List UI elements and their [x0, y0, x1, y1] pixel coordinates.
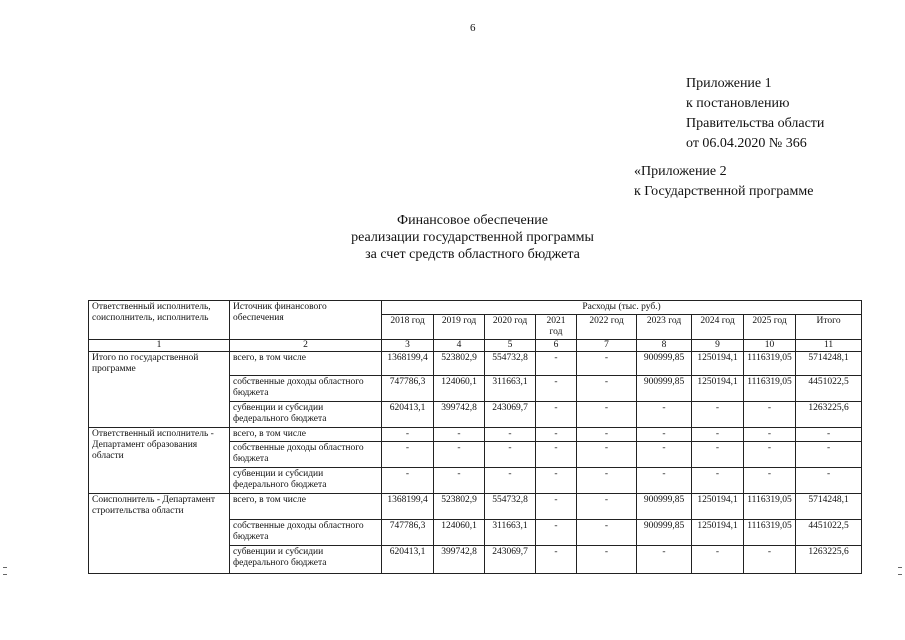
- value-cell: 1116319,05: [744, 520, 796, 546]
- value-cell: -: [485, 442, 536, 468]
- value-cell: 900999,85: [637, 376, 692, 402]
- column-number: 11: [796, 340, 862, 352]
- column-number-row: [89, 340, 862, 352]
- value-cell: 399742,8: [434, 546, 485, 574]
- value-cell: -: [744, 546, 796, 574]
- financing-table: [88, 300, 862, 574]
- appendix-2-line: к Государственной программе: [634, 184, 814, 199]
- value-cell: -: [536, 428, 577, 442]
- source-cell: всего, в том числе: [230, 494, 382, 520]
- value-cell: -: [536, 352, 577, 376]
- value-cell: -: [536, 468, 577, 494]
- value-cell: 1250194,1: [692, 352, 744, 376]
- value-cell: 900999,85: [637, 494, 692, 520]
- value-cell: -: [744, 468, 796, 494]
- title-line: за счет средств областного бюджета: [365, 247, 580, 262]
- year-header: 2018 год: [382, 315, 434, 340]
- value-cell: -: [796, 468, 862, 494]
- source-cell: всего, в том числе: [230, 428, 382, 442]
- title-line: Финансовое обеспечение: [397, 213, 548, 228]
- value-cell: -: [536, 546, 577, 574]
- title-line: реализации государственной программы: [351, 230, 594, 245]
- group-label: Соисполнитель - Департамент строительства области: [89, 494, 230, 574]
- value-cell: -: [434, 428, 485, 442]
- value-cell: 620413,1: [382, 402, 434, 428]
- value-cell: -: [577, 494, 637, 520]
- scan-edge-mark: [3, 567, 7, 568]
- value-cell: 1250194,1: [692, 376, 744, 402]
- year-header: 2021 год: [536, 315, 577, 340]
- column-number: 8: [637, 340, 692, 352]
- value-cell: -: [536, 442, 577, 468]
- value-cell: -: [796, 442, 862, 468]
- value-cell: -: [692, 546, 744, 574]
- value-cell: -: [577, 468, 637, 494]
- value-cell: 620413,1: [382, 546, 434, 574]
- value-cell: -: [536, 376, 577, 402]
- year-header: 2024 год: [692, 315, 744, 340]
- value-cell: -: [744, 442, 796, 468]
- value-cell: -: [744, 428, 796, 442]
- value-cell: 554732,8: [485, 352, 536, 376]
- value-cell: -: [577, 428, 637, 442]
- value-cell: -: [577, 352, 637, 376]
- header-responsible: Ответственный исполнитель, соисполнитель, исполнитель: [89, 301, 230, 340]
- value-cell: -: [536, 520, 577, 546]
- scan-edge-mark: [3, 574, 7, 575]
- value-cell: 1368199,4: [382, 352, 434, 376]
- column-number: 1: [89, 340, 230, 352]
- value-cell: 1263225,6: [796, 402, 862, 428]
- value-cell: 243069,7: [485, 402, 536, 428]
- appendix-1-line: к постановлению: [686, 96, 790, 111]
- page-number: 6: [470, 22, 476, 34]
- appendix-1-block: [686, 74, 824, 154]
- value-cell: 1263225,6: [796, 546, 862, 574]
- value-cell: 124060,1: [434, 376, 485, 402]
- value-cell: -: [536, 402, 577, 428]
- value-cell: 1368199,4: [382, 494, 434, 520]
- value-cell: -: [637, 402, 692, 428]
- year-header: 2023 год: [637, 315, 692, 340]
- value-cell: 1250194,1: [692, 494, 744, 520]
- value-cell: -: [382, 442, 434, 468]
- column-number: 6: [536, 340, 577, 352]
- value-cell: -: [637, 546, 692, 574]
- value-cell: -: [692, 442, 744, 468]
- header-expenses: Расходы (тыс. руб.): [382, 301, 862, 315]
- year-header: 2025 год: [744, 315, 796, 340]
- column-number: 10: [744, 340, 796, 352]
- column-number: 2: [230, 340, 382, 352]
- value-cell: -: [434, 442, 485, 468]
- value-cell: -: [577, 376, 637, 402]
- group-label: Итого по государственной программе: [89, 352, 230, 428]
- group-label: Ответственный исполнитель - Департамент образования области: [89, 428, 230, 494]
- table-row: [89, 494, 862, 520]
- value-cell: -: [485, 428, 536, 442]
- value-cell: 554732,8: [485, 494, 536, 520]
- source-cell: всего, в том числе: [230, 352, 382, 376]
- value-cell: 900999,85: [637, 520, 692, 546]
- year-header: 2020 год: [485, 315, 536, 340]
- value-cell: 1250194,1: [692, 520, 744, 546]
- column-number: 9: [692, 340, 744, 352]
- appendix-1-line: от 06.04.2020 № 366: [686, 136, 807, 151]
- value-cell: -: [637, 428, 692, 442]
- value-cell: 5714248,1: [796, 494, 862, 520]
- value-cell: 5714248,1: [796, 352, 862, 376]
- scan-edge-mark: [898, 574, 902, 575]
- value-cell: -: [577, 402, 637, 428]
- value-cell: -: [796, 428, 862, 442]
- table-header-row: [89, 301, 862, 315]
- source-cell: субвенции и субсидии федерального бюджета: [230, 546, 382, 574]
- table-row: [89, 352, 862, 376]
- document-title: [300, 212, 645, 263]
- value-cell: 4451022,5: [796, 376, 862, 402]
- value-cell: -: [637, 442, 692, 468]
- value-cell: 523802,9: [434, 494, 485, 520]
- value-cell: -: [382, 428, 434, 442]
- scan-edge-mark: [898, 567, 902, 568]
- value-cell: 243069,7: [485, 546, 536, 574]
- source-cell: субвенции и субсидии федерального бюджета: [230, 402, 382, 428]
- value-cell: -: [577, 546, 637, 574]
- source-cell: субвенции и субсидии федерального бюджета: [230, 468, 382, 494]
- value-cell: -: [637, 468, 692, 494]
- column-number: 5: [485, 340, 536, 352]
- appendix-2-line: «Приложение 2: [634, 164, 727, 179]
- total-header: Итого: [796, 315, 862, 340]
- column-number: 4: [434, 340, 485, 352]
- year-header: 2022 год: [577, 315, 637, 340]
- value-cell: 4451022,5: [796, 520, 862, 546]
- source-cell: собственные доходы областного бюджета: [230, 520, 382, 546]
- value-cell: -: [577, 442, 637, 468]
- value-cell: -: [692, 402, 744, 428]
- header-source: Источник финансового обеспечения: [230, 301, 382, 340]
- value-cell: -: [485, 468, 536, 494]
- value-cell: 311663,1: [485, 376, 536, 402]
- value-cell: -: [692, 468, 744, 494]
- column-number: 3: [382, 340, 434, 352]
- appendix-2-block: [634, 162, 813, 202]
- value-cell: -: [577, 520, 637, 546]
- table-row: [89, 428, 862, 442]
- appendix-1-line: Приложение 1: [686, 76, 772, 91]
- year-header: 2019 год: [434, 315, 485, 340]
- value-cell: 523802,9: [434, 352, 485, 376]
- value-cell: -: [536, 494, 577, 520]
- column-number: 7: [577, 340, 637, 352]
- value-cell: 1116319,05: [744, 376, 796, 402]
- source-cell: собственные доходы областного бюджета: [230, 376, 382, 402]
- value-cell: 399742,8: [434, 402, 485, 428]
- value-cell: 747786,3: [382, 376, 434, 402]
- value-cell: -: [744, 402, 796, 428]
- value-cell: 124060,1: [434, 520, 485, 546]
- value-cell: 1116319,05: [744, 352, 796, 376]
- value-cell: 900999,85: [637, 352, 692, 376]
- appendix-1-line: Правительства области: [686, 116, 825, 131]
- value-cell: 311663,1: [485, 520, 536, 546]
- source-cell: собственные доходы областного бюджета: [230, 442, 382, 468]
- value-cell: -: [434, 468, 485, 494]
- value-cell: 1116319,05: [744, 494, 796, 520]
- value-cell: -: [382, 468, 434, 494]
- value-cell: -: [692, 428, 744, 442]
- value-cell: 747786,3: [382, 520, 434, 546]
